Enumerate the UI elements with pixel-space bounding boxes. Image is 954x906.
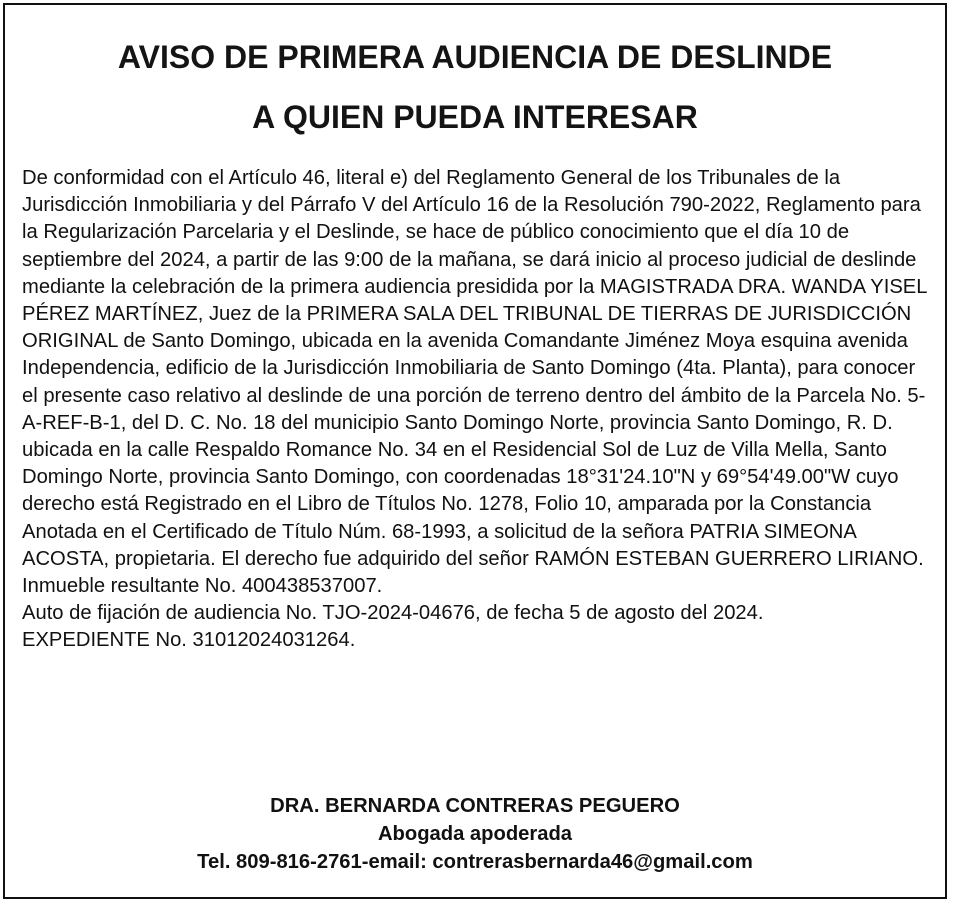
auto-line: Auto de fijación de audiencia No. TJO-2024-04676, de fecha 5 de agosto del 2024. xyxy=(22,602,764,625)
inmueble-line: Inmueble resultante No. 400438537007. xyxy=(22,575,383,598)
signature-block xyxy=(5,792,945,876)
notice-title: AVISO DE PRIMERA AUDIENCIA DE DESLINDE xyxy=(117,39,833,75)
notice-body xyxy=(22,165,930,655)
main-paragraph: De conformidad con el Artículo 46, literal e) del Reglamento General de los Tribunales de la Jurisdicción Inmobiliaria y del Párrafo V del Artículo 16 de la Resolución 790-2022, Reglamento para la Regularización Parcelaria y el Deslinde, se hace de público conocimiento que el día 10 de septiembre del 2024, a partir de las 9:00 de la mañana, se dará inicio al proceso judicial de deslinde mediante la celebración de la primera audiencia presidida por la MAGISTRADA DRA. WANDA YISEL PÉREZ MARTÍNEZ, Juez de la PRIMERA SALA DEL TRIBUNAL DE TIERRAS DE JURISDICCIÓN ORIGINAL de Santo Domingo, ubicada en la avenida Comandante Jiménez Moya esquina avenida Independencia, edificio de la Jurisdicción Inmobiliaria de Santo Domingo (4ta. Planta), para conocer el presente caso relativo al deslinde de una porción de terreno dentro del ámbito de la Parcela No. 5-A-REF-B-1, del D. C. No. 18 del municipio Santo Domingo Norte, provincia Santo Domingo, R. D. ubicada en la calle Respaldo Romance No. 34 en el Residencial Sol de Luz de Villa Mella, Santo Domingo Norte, provincia Santo Domingo, con coordenadas 18°31'24.10"N y 69°54'49.00"W cuyo derecho está Registrado en el Libro de Títulos No. 1278, Folio 10, amparada por la Constancia Anotada en el Certificado de Título Núm. 68-1993, a solicitud de la señora PATRIA SIMEONA ACOSTA, propietaria. El derecho fue adquirido del señor RAMÓN ESTEBAN GUERRERO LIRIANO. xyxy=(22,167,927,570)
signature-name: DRA. BERNARDA CONTRERAS PEGUERO xyxy=(270,795,680,817)
notice-subtitle: A QUIEN PUEDA INTERESAR xyxy=(252,99,698,135)
notice-frame xyxy=(3,3,947,899)
signature-role: Abogada apoderada xyxy=(377,823,573,845)
signature-contact: Tel. 809-816-2761-email: contrerasbernarda46@gmail.com xyxy=(197,851,753,873)
expediente-line: EXPEDIENTE No. 31012024031264. xyxy=(22,629,356,652)
